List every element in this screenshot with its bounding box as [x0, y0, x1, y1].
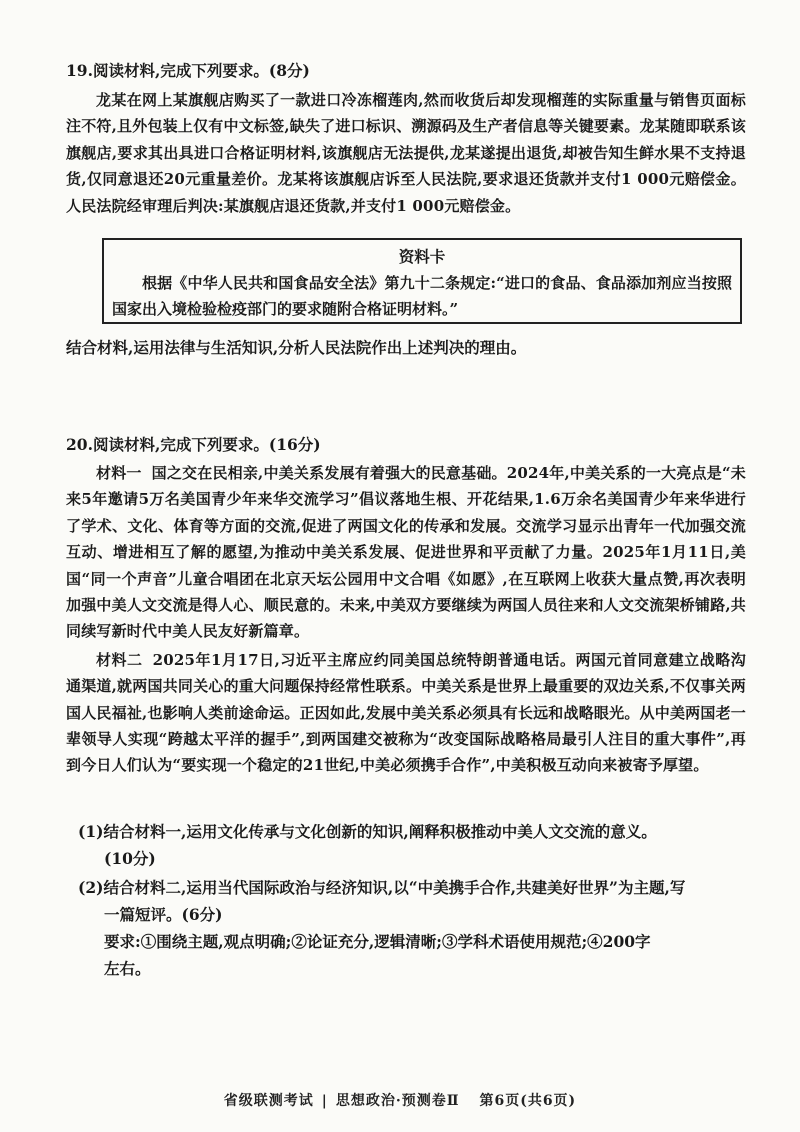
question-20-heading: 20.阅读材料,完成下列要求。(16分): [66, 435, 321, 454]
footer-page-number: 第6页(共6页): [479, 1093, 577, 1109]
question-19: [66, 58, 746, 219]
footer-subject: 思想政治·预测卷Ⅱ: [335, 1093, 460, 1109]
sub-question-2: [78, 874, 746, 928]
requirements: [104, 928, 746, 982]
requirements-line-2: 左右。: [104, 959, 151, 978]
info-card-title: 资料卡: [398, 247, 446, 266]
info-card: [102, 238, 742, 324]
question-19-material: 龙某在网上某旗舰店购买了一款进口冷冻榴莲肉,然而收货后却发现榴莲的实际重量与销售页面标注不符,且外包装上仅有中文标签,缺失了进口标识、溯源码及生产者信息等关键要素。龙某随即联系该旗舰店,要求其出具进口合格证明材料,该旗舰店无法提供,龙某遂提出退货,却被告知生鲜水果不支持退货,仅同意退还20元重量差价。龙某将该旗舰店诉至人民法院,要求退还货款并支付1 000元赔偿金。人民法院经审理后判决:某旗舰店退还货款,并支付1 000元赔偿金。: [66, 91, 746, 215]
material-2-label: 材料二: [96, 650, 143, 669]
page-footer: [0, 1090, 800, 1110]
material-1-label: 材料一: [96, 464, 142, 482]
footer-separator: |: [321, 1093, 328, 1109]
material-2: [66, 647, 746, 779]
sub-question-1-line-2: (10分): [104, 849, 156, 868]
footer-exam-name: 省级联测考试: [223, 1093, 314, 1109]
material-1: [66, 460, 746, 645]
sub-question-1-line-1: (1)结合材料一,运用文化传承与文化创新的知识,阐释积极推动中美人文交流的意义。: [78, 822, 657, 841]
material-1-text: 国之交在民相亲,中美关系发展有着强大的民意基础。2024年,中美关系的一大亮点是“未来5年邀请5万名美国青少年来华交流学习”倡议落地生根、开花结果,1.6万余名美国青少年来华进行了学术、文化、体育等方面的交流,促进了两国文化的传承和发展。交流学习显示出青年一代加强交流互动、增进相互了解的愿望,为推动中美关系发展、促进世界和平贡献了力量。2025年1月11日,美国“同一个声音”儿童合唱团在北京天坛公园用中文合唱《如愿》,在互联网上收获大量点赞,再次表明加强中美人文交流是得人心、顺民意的。未来,中美双方要继续为两国人员往来和人文交流架桥铺路,共同续写新时代中美人民友好新篇章。: [66, 464, 746, 641]
sub-question-1: [78, 818, 746, 872]
material-2-text: 2025年1月17日,习近平主席应约同美国总统特朗普通电话。两国元首同意建立战略沟通渠道,就两国共同关心的重大问题保持经常性联系。中美关系是世界上最重要的双边关系,不仅事关两国人民福祉,也影响人类前途命运。正因如此,发展中美关系必须具有长远和战略眼光。从中美两国老一辈领导人实现“跨越太平洋的握手”,到两国建交被称为“改变国际战略格局最引人注目的重大事件”,再到今日人们认为“要实现一个稳定的21世纪,中美必须携手合作”,中美积极互动向来被寄予厚望。: [66, 650, 746, 775]
question-19-task: 结合材料,运用法律与生活知识,分析人民法院作出上述判决的理由。: [66, 338, 527, 357]
question-20: [66, 432, 746, 779]
question-19-heading: 19.阅读材料,完成下列要求。(8分): [66, 61, 310, 80]
requirements-line-1: 要求:①围绕主题,观点明确;②论证充分,逻辑清晰;③学科术语使用规范;④200字: [104, 932, 651, 951]
sub-question-2-line-1: (2)结合材料二,运用当代国际政治与经济知识,以“中美携手合作,共建美好世界”为主题,写: [78, 878, 686, 897]
sub-question-2-line-2: 一篇短评。(6分): [104, 905, 223, 924]
info-card-text: 根据《中华人民共和国食品安全法》第九十二条规定:“进口的食品、食品添加剂应当按照国家出入境检验检疫部门的要求随附合格证明材料。”: [112, 274, 732, 318]
